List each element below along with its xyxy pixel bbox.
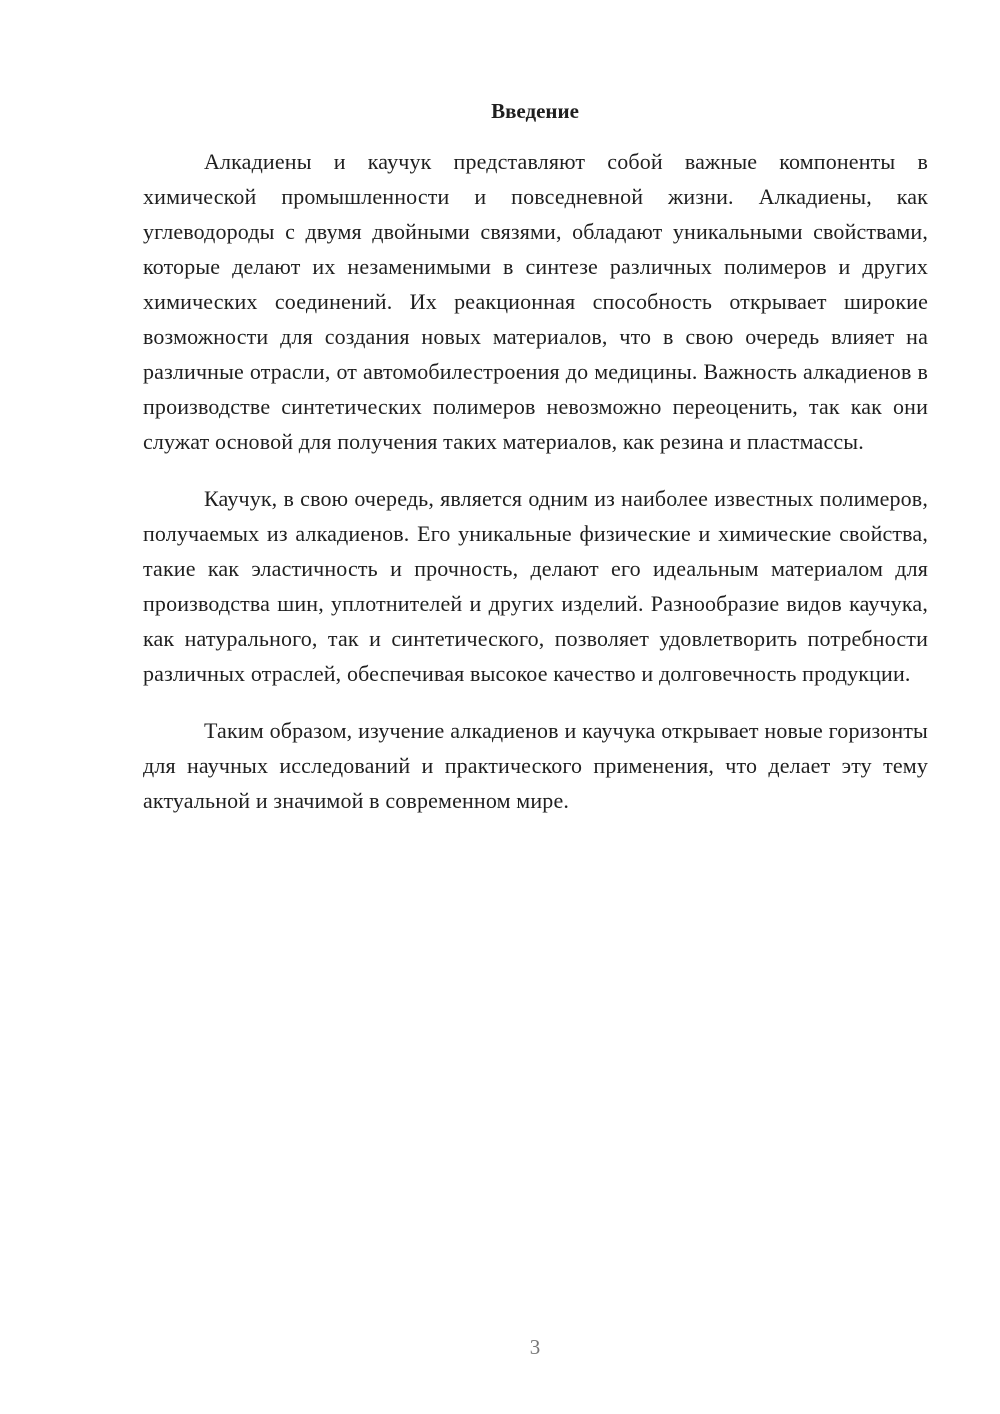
page-number: 3 [529,1335,541,1359]
paragraph-1: Алкадиены и каучук представляют собой важные компоненты в химической промышленности и повседневной жизни. Алкадиены, как углеводороды с двумя двойными связями, обладают уникальными свойствами, которые делают их незаменимыми в синтезе различных полимеров и других химических соединений. Их реакционная способность открывает широкие возможности для создания новых материалов, что в свою очередь влияет на различные отрасли, от автомобилестроения до медицины. Важность алкадиенов в производстве синтетических полимеров невозможно переоценить, так как они служат основой для получения таких материалов, как резина и пластмассы. [143,149,928,454]
page-title: Введение [491,99,579,123]
paragraph-2: Каучук, в свою очередь, является одним из наиболее известных полимеров, получаемых из алкадиенов. Его уникальные физические и химические свойства, такие как эластичность и прочность, делают его идеальным материалом для производства шин, уплотнителей и других изделий. Разнообразие видов каучука, как натурального, так и синтетического, позволяет удовлетворить потребности различных отраслей, обеспечивая высокое качество и долговечность продукции. [143,486,928,686]
body-text [143,144,928,840]
paragraph-3: Таким образом, изучение алкадиенов и каучука открывает новые горизонты для научных исследований и практического применения, что делает эту тему актуальной и значимой в современном мире. [143,718,928,813]
